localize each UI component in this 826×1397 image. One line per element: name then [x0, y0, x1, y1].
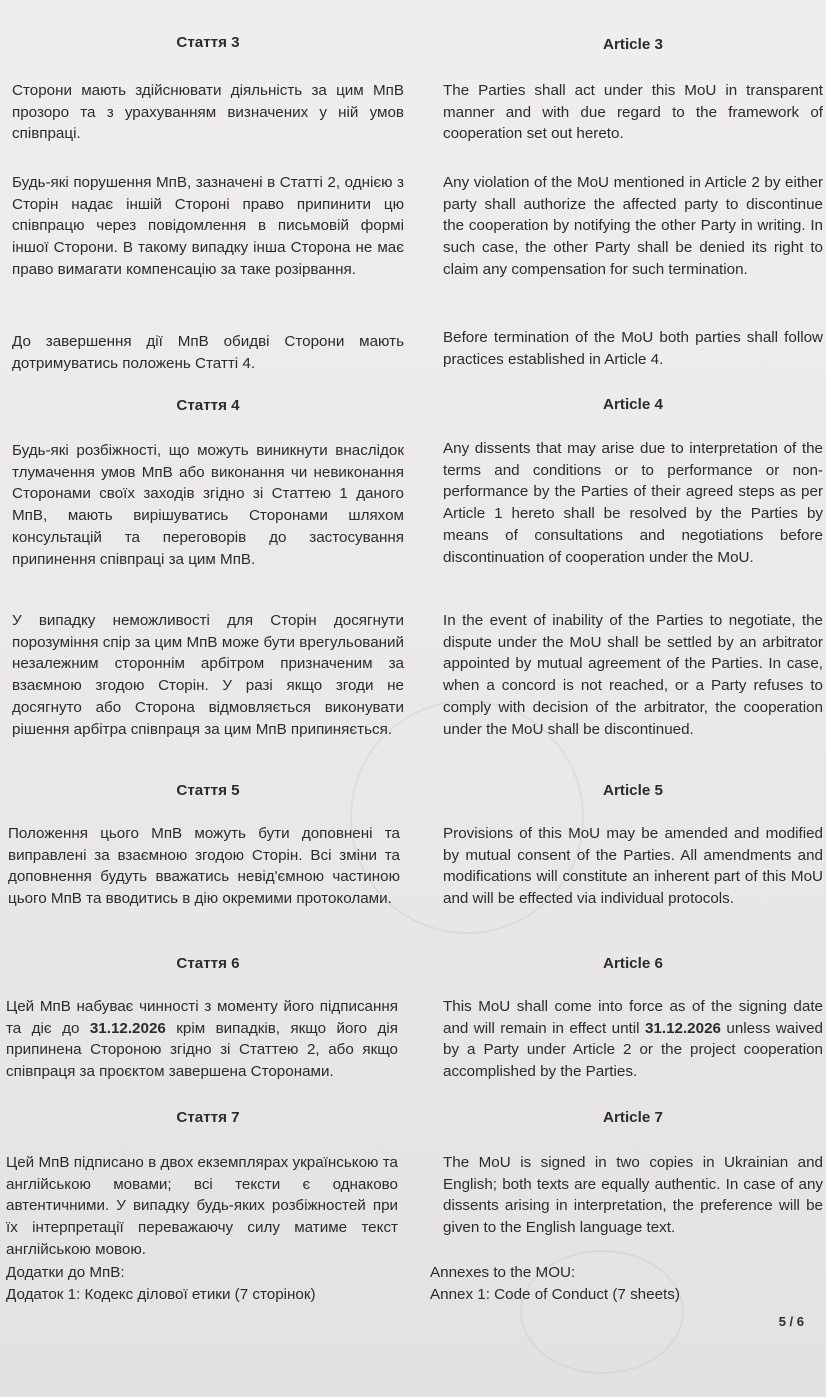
ua-article-3-paragraph-3: До завершення дії МпВ обидві Сторони мають дотримуватись положень Статті 4.	[12, 333, 404, 372]
ua-article-7-paragraph-1: Цей МпВ підписано в двох екземплярах українською та англійською мовами; всі тексти є однаково автентичними. У випадку будь-яких розбіжностей при їх інтерпретації переважаючу силу матиме текст англійською мовою.	[6, 1154, 398, 1258]
en-article-5-title: Article 5	[603, 782, 663, 799]
en-article-3-paragraph-2: Any violation of the MoU mentioned in Article 2 by either party shall authorize the affected party to discontinue the cooperation by notifying the other Party in writing. In such case, the other Party shall be denied its right to claim any compensation for such termination.	[443, 174, 823, 278]
ua-article-7-title: Стаття 7	[176, 1109, 240, 1126]
en-article-3-paragraph-1: The Parties shall act under this MoU in transparent manner and with due regard to the framework of cooperation set out hereto.	[443, 82, 823, 143]
en-article-4-paragraph-2: In the event of inability of the Parties to negotiate, the dispute under the MoU shall be settled by an arbitrator appointed by mutual agreement of the Parties. In case, when a concord is not reached, or a Party refuses to comply with decision of the arbitrator, the cooperation under the MoU shall be discontinued.	[443, 612, 823, 738]
ua-article-4-title: Стаття 4	[176, 397, 240, 414]
en-article-7-paragraph-1: The MoU is signed in two copies in Ukrainian and English; both texts are equally authentic. In case of any dissents arising in interpretation, the preference will be given to the English language text.	[443, 1154, 823, 1237]
en-article-6-paragraph-1: This MoU shall come into force as of the signing date and will remain in effect until 31.12.2026 unless waived by a Party under Article 2 or the project cooperation accomplished by the Parties.	[443, 998, 823, 1081]
ua-article-4-paragraph-2: У випадку неможливості для Сторін досягнути порозуміння спір за цим МпВ може бути врегульований незалежним стороннім арбітром призначеним за взаємною згодою Сторін. У разі якщо згоди не досягнуто або Сторона відмовляється виконувати рішення арбітра співпраця за цим МпВ припиняється.	[12, 612, 404, 738]
ua-annexes-title: Додатки до МпВ:	[6, 1264, 125, 1281]
en-article-3-title: Article 3	[603, 36, 663, 53]
ua-article-5-paragraph-1: Положення цього МпВ можуть бути доповнені та виправлені за взаємною згодою Сторін. Всі зміни та доповнення будуть вважатись невід'ємною частиною цього МпВ та вводитись в дію окремими протоколами.	[8, 825, 400, 908]
en-annexes-title: Annexes to the MOU:	[430, 1264, 576, 1281]
en-article-4-title: Article 4	[603, 396, 663, 413]
ua-article-4-paragraph-1: Будь-які розбіжності, що можуть виникнути внаслідок тлумачення умов МпВ або виконання чи невиконання Сторонами своїх заходів згідно зі Статтею 1 даного МпВ, мають вирішуватись Сторонами шляхом консультацій та переговорів до застосування припинення співпраці за цим МпВ.	[12, 442, 404, 568]
ua-article-3-title: Стаття 3	[176, 34, 240, 51]
ua-article-3-paragraph-2: Будь-які порушення МпВ, зазначені в Статті 2, однією з Сторін надає іншій Стороні право припинити цю співпрацю через повідомлення в письмовій формі іншої Сторони. В такому випадку інша Сторона не має право вимагати компенсацію за таке розірвання.	[12, 174, 404, 278]
ua-article-3-paragraph-1: Сторони мають здійснювати діяльність за цим МпВ прозоро та з урахуванням визначених у ній умов співпраці.	[12, 82, 404, 143]
ua-article-6-date: 31.12.2026	[89, 1019, 166, 1037]
en-article-3-paragraph-3: Before termination of the MoU both parties shall follow practices established in Article 4.	[443, 329, 823, 368]
ua-article-6-title: Стаття 6	[176, 955, 240, 972]
ua-annex-1: Додаток 1: Кодекс ділової етики (7 сторінок)	[6, 1286, 316, 1303]
en-annex-1: Annex 1: Code of Conduct (7 sheets)	[430, 1286, 680, 1303]
en-article-6-date: 31.12.2026	[644, 1019, 721, 1037]
page-number: 5 / 6	[778, 1314, 804, 1329]
en-article-6-title: Article 6	[603, 955, 663, 972]
ua-article-5-title: Стаття 5	[176, 782, 240, 799]
en-article-5-paragraph-1: Provisions of this MoU may be amended and modified by mutual consent of the Parties. All amendments and modifications will constitute an inherent part of this MoU and will be effected via individual protocols.	[443, 825, 823, 908]
ua-article-6-paragraph-1: Цей МпВ набуває чинності з моменту його підписання та діє до 31.12.2026 крім випадків, якщо його дія припинена Стороною згідно зі Статтею 2, або якщо співпраця за проєктом завершена Сторонами.	[6, 998, 398, 1081]
en-article-7-title: Article 7	[603, 1109, 663, 1126]
en-article-4-paragraph-1: Any dissents that may arise due to interpretation of the terms and conditions or to performance or non-performance by the Parties of their agreed steps as per Article 1 hereto shall be resolved by the Parties by means of consultations and negotiations before discontinuation of cooperation under the MoU.	[443, 440, 823, 566]
